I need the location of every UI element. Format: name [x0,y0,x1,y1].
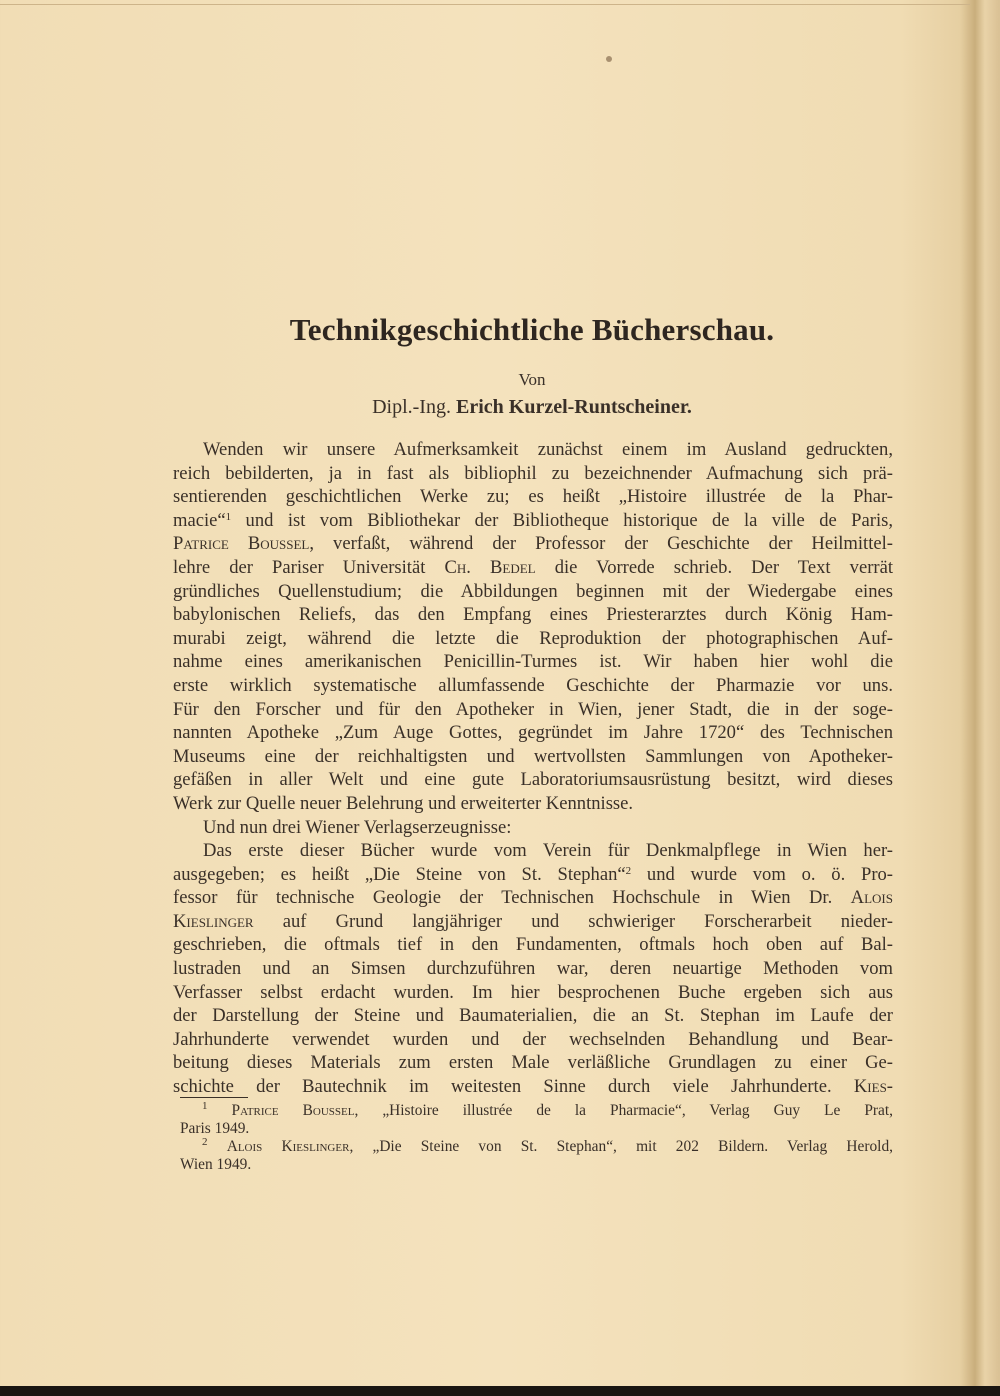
text-run: nannten Apotheke „Zum Auge Gottes, gegründet im Jahre 1720“ des Technischen [173,722,893,744]
small-caps-name: Alois Kieslinger [226,1138,350,1155]
text-run: Museums eine der reichhaltigsten und wertvollsten Sammlungen von Apotheker- [173,745,893,767]
author-prefix: Dipl.-Ing. [372,396,451,418]
text-run [208,1102,232,1119]
small-caps-name: Alois [850,887,893,909]
body-line [173,792,893,816]
text-run: die Vorrede schrieb. Der Text verrät [535,556,894,578]
body-line [173,580,893,604]
text-run: nahme eines amerikanischen Penicillin-Turmes ist. Wir haben hier wohl die [173,651,893,673]
body-line [173,603,893,627]
body-line [173,863,893,887]
footnote-line [180,1102,893,1120]
page-edge-line [0,4,970,5]
text-run: ausgegeben; es heißt „Die Steine von St. Stephan“ [173,863,626,885]
body-line [173,1075,893,1099]
small-caps-name: Kies- [853,1076,893,1098]
body-line [173,438,893,462]
text-run: macie“ [173,509,226,531]
text-run: , „Die Steine von St. Stephan“, mit 202 Bildern. Verlag Herold, [349,1138,893,1155]
small-caps-name: Ch. Bedel [444,556,536,578]
byline-von: Von [518,370,546,389]
body-line [173,485,893,509]
footnote-line [180,1138,893,1156]
footnote-line [180,1156,893,1174]
text-run: und wurde vom o. ö. Pro- [631,863,893,885]
body-line [173,532,893,556]
text-run: lustraden und an Simsen durchzuführen war, deren neuartige Methoden vom [173,958,893,980]
body-line [173,981,893,1005]
text-run: geschrieben, die oftmals tief in den Fundamenten, oftmals hoch oben auf Bal- [173,934,893,956]
text-run: beitung dieses Materials zum ersten Male verläßliche Grundlagen zu einer Ge- [173,1052,893,1074]
text-run: reich bebilderten, ja in fast als bibliophil zu bezeichnender Aufmachung sich prä- [173,462,893,484]
text-run: Für den Forscher und für den Apotheker in Wien, jener Stadt, die in der soge- [173,698,893,720]
body-line [173,745,893,769]
text-run: Wenden wir unsere Aufmerksamkeit zunächst einem im Ausland gedruckten, [203,439,893,460]
author-line [0,396,1000,419]
body-line [173,627,893,651]
text-run: auf Grund langjähriger und schwieriger Forscherarbeit nieder- [253,910,893,932]
body-line [173,1028,893,1052]
text-run: gründliches Quellenstudium; die Abbildungen beginnen mit der Wiedergabe eines [173,580,893,602]
body-line [173,674,893,698]
body-line [173,957,893,981]
text-run: lehre der Pariser Universität [173,556,445,578]
text-run: und ist vom Bibliothekar der Bibliotheque historique de la ville de Paris, [231,509,893,531]
text-run: Verfasser selbst erdacht wurden. Im hier besprochenen Buche ergeben sich aus [173,981,893,1003]
ink-speck [606,56,612,62]
body-line [173,910,893,934]
footnotes [180,1102,893,1174]
text-run: Paris 1949. [180,1120,250,1137]
text-run: fessor für technische Geologie der Technischen Hochschule in Wien Dr. [173,887,851,909]
body-line [173,1051,893,1075]
footnote-marker: 1 [202,1100,208,1112]
text-run: gefäßen in aller Welt und eine gute Laboratoriumsausrüstung besitzt, wird dieses [173,769,893,791]
body-line [173,839,893,863]
text-run: Jahrhunderte verwendet wurden und der wechselnden Behandlung und Bear- [173,1028,893,1050]
text-run: Und nun drei Wiener Verlagserzeugnisse: [203,816,512,838]
text-run: , verfaßt, während der Professor der Geschichte der Heilmittel- [309,533,894,555]
footnote-marker: 1 [225,510,232,523]
text-run: der Darstellung der Steine und Baumaterialien, die an St. Stephan im Laufe der [173,1005,893,1027]
text-run: Das erste dieser Bücher wurde vom Verein für Denkmalpflege in Wien her- [203,840,893,862]
body-line [173,650,893,674]
body-line [173,556,893,580]
body-line [173,462,893,486]
small-caps-name: Kieslinger [173,910,254,932]
footnote-line [180,1120,893,1138]
body-line [173,509,893,533]
body-line [173,886,893,910]
author-name: Erich Kurzel-Runtscheiner. [455,396,692,418]
body-line [173,768,893,792]
page-title: Technikgeschichtliche Bücherschau. [289,312,775,347]
text-run: sentierenden geschichtlichen Werke zu; es heißt „Histoire illustrée de la Phar- [173,486,893,508]
scan-bottom-edge [0,1386,1000,1396]
text-run: murabi zeigt, während die letzte die Reproduktion der photographischen Auf- [173,627,893,649]
text-run: babylonischen Reliefs, das den Empfang eines Priesterarztes durch König Ham- [173,604,893,626]
small-caps-name: Patrice Boussel [231,1102,355,1119]
text-run: schichte der Bautechnik im weitesten Sinne durch viele Jahrhunderte. [173,1076,854,1098]
text-run: , „Histoire illustrée de la Pharmacie“, Verlag Guy Le Prat, [354,1102,894,1119]
body-text [173,438,893,1099]
text-run: erste wirklich systematische allumfassende Geschichte der Pharmazie vor uns. [173,674,893,696]
footnote-rule [180,1097,248,1098]
small-caps-name: Patrice Boussel [173,533,310,555]
body-line [173,816,893,840]
footnote-marker: 2 [202,1136,208,1148]
body-line [173,1004,893,1028]
body-line [173,933,893,957]
body-line [173,698,893,722]
body-line [173,721,893,745]
text-run: Werk zur Quelle neuer Belehrung und erweiterter Kenntnisse. [173,792,634,814]
text-run: Wien 1949. [180,1156,252,1173]
footnote-marker: 2 [625,864,632,877]
text-run [208,1138,227,1155]
